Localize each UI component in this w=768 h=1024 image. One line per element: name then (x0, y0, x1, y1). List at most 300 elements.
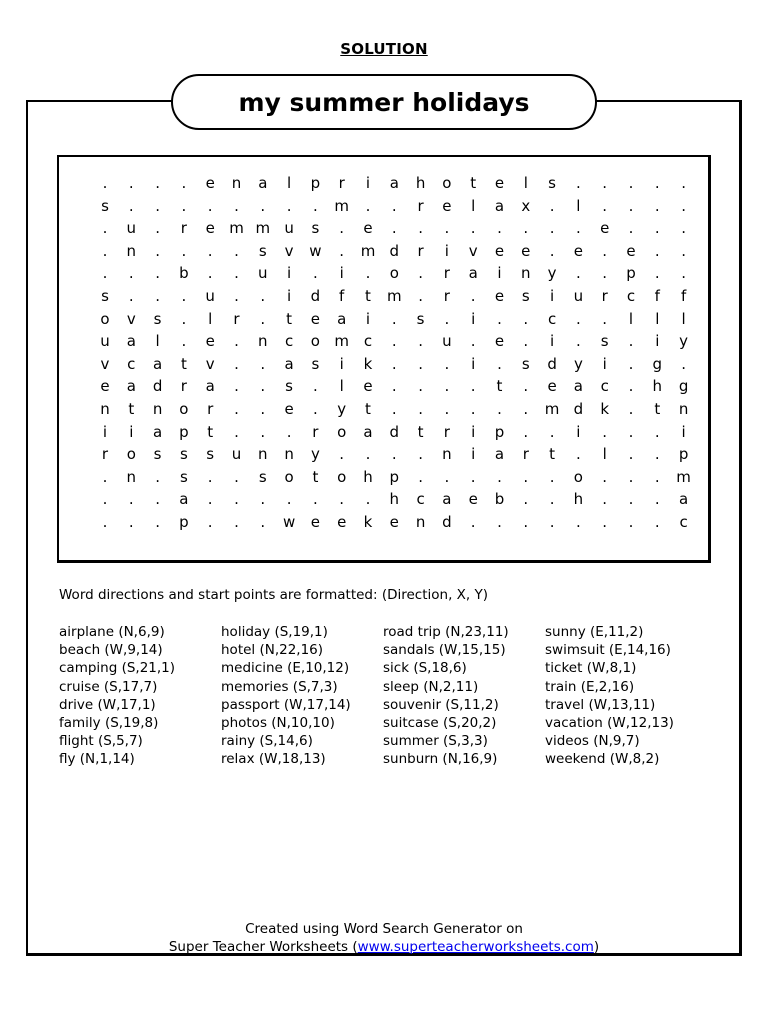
grid-cell: n (521, 264, 531, 283)
grid-cell: s (179, 467, 188, 486)
grid-cell: r (443, 264, 450, 283)
grid-cell: . (470, 219, 476, 238)
grid-cell: t (312, 467, 319, 486)
word-list-item: flight (S,5,7) (59, 733, 143, 750)
word-list-item: fly (N,1,14) (59, 751, 135, 768)
grid-cell: r (417, 241, 424, 260)
grid-cell: . (549, 513, 555, 531)
grid-cell: . (602, 309, 608, 328)
grid-cell: i (339, 264, 344, 283)
grid-cell: a (389, 174, 399, 192)
grid-cell: i (550, 332, 555, 351)
grid-cell: . (181, 287, 187, 305)
grid-cell: . (418, 400, 423, 418)
word-list-item: family (S,19,8) (59, 714, 159, 731)
grid-cell: . (102, 241, 108, 260)
grid-cell: f (654, 287, 660, 305)
grid-cell: s (600, 332, 609, 351)
grid-cell: h (415, 174, 426, 192)
grid-cell: . (260, 287, 266, 305)
grid-cell: e (205, 174, 215, 192)
grid-cell: o (179, 400, 189, 418)
grid-cell: . (207, 513, 213, 531)
grid-cell: . (155, 287, 160, 305)
grid-cell: . (102, 174, 108, 192)
grid-cell: c (363, 332, 373, 351)
grid-cell: a (152, 422, 163, 441)
grid-cell: n (126, 467, 137, 486)
grid-cell: . (313, 196, 318, 215)
grid-cell: . (523, 422, 529, 441)
grid-cell: . (391, 445, 397, 464)
grid-cell: . (207, 490, 213, 509)
grid-cell: s (206, 445, 215, 464)
grid-cell: r (522, 445, 529, 464)
grid-cell: s (521, 354, 530, 373)
grid-cell: c (626, 287, 636, 305)
grid-cell: . (128, 264, 134, 283)
grid-cell: f (339, 287, 345, 305)
grid-cell: . (444, 467, 450, 486)
grid-cell: r (101, 445, 109, 464)
grid-cell: e (494, 332, 505, 351)
grid-cell: . (628, 513, 634, 531)
grid-cell: i (471, 422, 476, 441)
grid-cell: l (339, 377, 344, 396)
grid-cell: i (471, 445, 476, 464)
grid-cell: y (547, 264, 557, 283)
grid-cell: . (339, 241, 345, 260)
grid-cell: . (681, 219, 686, 238)
grid-cell: . (444, 354, 450, 373)
grid-cell: . (102, 264, 108, 283)
grid-cell: . (654, 219, 660, 238)
grid-cell: r (312, 422, 319, 441)
grid-cell: l (655, 309, 660, 328)
grid-cell: . (681, 264, 686, 283)
grid-cell: t (417, 422, 424, 441)
grid-cell: . (602, 241, 608, 260)
grid-cell: e (205, 219, 215, 238)
grid-cell: . (207, 264, 213, 283)
grid-cell: r (443, 287, 450, 305)
grid-cell: . (576, 445, 581, 464)
grid-cell: . (260, 309, 266, 328)
grid-cell: . (128, 196, 134, 215)
grid-cell: u (126, 219, 137, 238)
grid-cell: . (102, 513, 108, 531)
grid-cell: t (496, 377, 503, 396)
grid-cell: . (444, 219, 450, 238)
grid-cell: t (470, 174, 477, 192)
grid-cell: . (391, 377, 397, 396)
grid-cell: . (602, 422, 608, 441)
grid-cell: a (573, 377, 583, 396)
grid-cell: . (523, 513, 529, 531)
grid-cell: o (310, 332, 320, 351)
grid-cell: v (205, 354, 215, 373)
grid-cell: . (365, 490, 371, 509)
footer-suffix: ) (593, 939, 600, 955)
grid-cell: . (654, 445, 660, 464)
grid-cell: . (418, 219, 423, 238)
grid-cell: o (337, 422, 347, 441)
grid-cell: . (128, 174, 134, 192)
grid-cell: . (418, 467, 423, 486)
grid-cell: d (442, 513, 452, 531)
grid-cell: v (284, 241, 294, 260)
grid-cell: c (416, 490, 425, 509)
grid-cell: n (415, 513, 426, 531)
grid-cell: . (155, 490, 160, 509)
word-list-item: ticket (W,8,1) (545, 660, 637, 677)
grid-cell: d (310, 287, 321, 305)
grid-cell: a (442, 490, 452, 509)
grid-cell: s (416, 309, 425, 328)
grid-cell: . (654, 241, 660, 260)
grid-cell: i (471, 309, 476, 328)
grid-cell: m (255, 219, 271, 238)
grid-cell: . (234, 377, 239, 396)
grid-cell: n (126, 241, 137, 260)
grid-cell: . (128, 490, 134, 509)
grid-cell: . (391, 332, 397, 351)
grid-cell: g (678, 377, 689, 396)
grid-cell: t (128, 400, 135, 418)
grid-cell: . (234, 422, 239, 441)
grid-cell: e (389, 513, 399, 531)
grid-cell: . (576, 309, 581, 328)
grid-cell: d (389, 241, 400, 260)
word-list-item: weekend (W,8,2) (545, 751, 660, 768)
grid-cell: u (100, 332, 110, 351)
grid-cell: l (155, 332, 160, 351)
grid-cell: . (155, 513, 160, 531)
grid-cell: r (338, 174, 345, 192)
grid-cell: . (628, 490, 634, 509)
grid-cell: . (628, 400, 634, 418)
grid-cell: u (573, 287, 584, 305)
grid-cell: a (494, 196, 505, 215)
grid-cell: . (602, 513, 608, 531)
grid-cell: . (681, 174, 686, 192)
grid-cell: . (628, 354, 634, 373)
grid-cell: a (337, 309, 347, 328)
grid-cell: d (152, 377, 163, 396)
grid-cell: . (549, 241, 555, 260)
grid-cell: . (181, 196, 187, 215)
grid-cell: w (309, 241, 322, 260)
grid-cell: e (600, 219, 610, 238)
grid-cell: n (231, 174, 242, 192)
grid-cell: . (602, 264, 608, 283)
grid-cell: i (365, 309, 371, 328)
grid-cell: . (497, 513, 502, 531)
instructions-text: Word directions and start points are formatted: (Direction, X, Y) (59, 587, 489, 603)
grid-cell: . (497, 467, 502, 486)
grid-cell: . (654, 467, 660, 486)
grid-cell: l (576, 196, 581, 215)
grid-cell: . (523, 219, 529, 238)
grid-cell: v (126, 309, 136, 328)
grid-cell: a (258, 174, 268, 192)
grid-cell: . (470, 513, 476, 531)
word-list-item: airplane (N,6,9) (59, 624, 165, 640)
grid-cell: e (442, 196, 452, 215)
word-list-item: cruise (S,17,7) (59, 678, 158, 695)
grid-cell: a (126, 377, 136, 396)
footer-source-line (0, 939, 768, 955)
grid-cell: r (601, 287, 608, 305)
grid-cell: t (654, 400, 661, 418)
word-list-item: medicine (E,10,12) (221, 660, 350, 677)
grid-cell: n (442, 445, 452, 464)
word-list-item: beach (W,9,14) (59, 642, 163, 659)
grid-cell: . (102, 219, 108, 238)
word-list-item: travel (W,13,11) (545, 696, 656, 713)
word-list-item: videos (N,9,7) (545, 733, 640, 750)
grid-cell: . (339, 445, 345, 464)
grid-cell: e (494, 241, 505, 260)
grid-cell: v (100, 354, 110, 373)
grid-cell: . (654, 196, 660, 215)
grid-cell: e (363, 219, 373, 238)
grid-cell: . (628, 174, 634, 192)
grid-cell: . (681, 354, 686, 373)
grid-cell: e (363, 377, 373, 396)
grid-cell: o (389, 264, 399, 283)
grid-cell: c (600, 377, 609, 396)
title-banner (171, 74, 597, 130)
word-list-item: camping (S,21,1) (59, 660, 176, 677)
grid-cell: . (602, 467, 608, 486)
grid-cell: . (628, 332, 634, 351)
grid-cell: r (417, 196, 424, 215)
grid-cell: . (523, 332, 529, 351)
grid-cell: h (573, 490, 584, 509)
grid-cell: i (681, 422, 686, 441)
grid-cell: y (679, 332, 689, 351)
grid-cell: n (100, 400, 110, 418)
grid-cell: . (207, 467, 213, 486)
grid-cell: a (363, 422, 373, 441)
grid-cell: a (152, 354, 163, 373)
word-list-item: relax (W,18,13) (221, 751, 326, 768)
grid-cell: . (418, 445, 423, 464)
grid-cell: p (626, 264, 636, 283)
grid-cell: . (654, 264, 660, 283)
grid-cell: . (654, 513, 660, 531)
grid-cell: . (313, 490, 318, 509)
grid-cell: . (418, 377, 423, 396)
word-list-item: sunny (E,11,2) (545, 624, 644, 640)
grid-cell: p (310, 174, 321, 192)
grid-cell: . (549, 219, 555, 238)
word-list-item: train (E,2,16) (545, 678, 635, 695)
grid-cell: k (363, 513, 373, 531)
grid-cell: b (179, 264, 189, 283)
grid-cell: . (497, 354, 502, 373)
grid-cell: i (287, 264, 292, 283)
grid-cell: s (258, 241, 267, 260)
word-list-item: sleep (N,2,11) (383, 678, 479, 695)
grid-cell: a (126, 332, 136, 351)
grid-cell: m (360, 241, 376, 260)
grid-cell: . (391, 400, 397, 418)
grid-cell: . (128, 287, 134, 305)
grid-cell: . (260, 422, 266, 441)
word-list-item: sunburn (N,16,9) (383, 751, 498, 768)
grid-cell: l (681, 309, 686, 328)
grid-cell: a (494, 445, 505, 464)
grid-cell: r (207, 400, 214, 418)
grid-cell: . (391, 196, 397, 215)
grid-cell: u (442, 332, 452, 351)
grid-cell: . (286, 422, 292, 441)
grid-cell: r (443, 422, 450, 441)
grid-cell: t (207, 422, 214, 441)
word-list-item: drive (W,17,1) (59, 696, 156, 713)
grid-cell: . (523, 309, 529, 328)
grid-cell: k (363, 354, 373, 373)
grid-cell: u (284, 219, 294, 238)
word-list-item: photos (N,10,10) (221, 714, 335, 731)
grid-cell: . (549, 422, 555, 441)
grid-cell: y (337, 400, 347, 418)
grid-cell: . (155, 196, 160, 215)
grid-cell: e (573, 241, 583, 260)
grid-cell: p (678, 445, 689, 464)
grid-cell: . (260, 400, 266, 418)
grid-cell: . (602, 174, 608, 192)
grid-cell: o (573, 467, 583, 486)
grid-cell: s (179, 445, 188, 464)
grid-cell: . (339, 219, 345, 238)
grid-cell: m (676, 467, 691, 486)
grid-cell: . (181, 174, 187, 192)
word-list-item: sick (S,18,6) (383, 660, 467, 677)
grid-cell: . (234, 354, 239, 373)
grid-cell: h (652, 377, 663, 396)
grid-cell: . (207, 241, 213, 260)
grid-cell: a (284, 354, 294, 373)
grid-cell: c (127, 354, 136, 373)
grid-cell: i (102, 422, 108, 441)
grid-cell: a (205, 377, 215, 396)
grid-cell: . (260, 513, 266, 531)
grid-cell: . (444, 377, 450, 396)
grid-cell: . (391, 219, 397, 238)
grid-cell: a (468, 264, 478, 283)
grid-cell: u (205, 287, 215, 305)
grid-cell: v (468, 241, 478, 260)
grid-cell: e (494, 287, 505, 305)
grid-cell: l (471, 196, 476, 215)
grid-cell: . (576, 513, 581, 531)
grid-cell: t (365, 287, 371, 305)
grid-cell: . (681, 241, 686, 260)
grid-cell: . (602, 196, 608, 215)
grid-cell: s (521, 287, 530, 305)
grid-cell: i (576, 422, 581, 441)
grid-cell: a (678, 490, 689, 509)
grid-cell: e (100, 377, 110, 396)
grid-cell: e (310, 513, 320, 531)
grid-cell: r (180, 377, 187, 396)
grid-cell: s (311, 354, 320, 373)
word-list-item: road trip (N,23,11) (383, 624, 509, 640)
grid-cell: d (547, 354, 557, 373)
grid-cell: s (285, 377, 293, 396)
grid-cell: . (470, 377, 476, 396)
grid-cell: i (339, 354, 344, 373)
grid-cell: k (600, 400, 610, 418)
grid-cell: . (365, 196, 371, 215)
grid-cell: n (284, 445, 294, 464)
grid-cell: . (628, 467, 634, 486)
grid-cell: s (101, 287, 109, 305)
grid-cell: p (494, 422, 505, 441)
grid-cell: . (418, 287, 423, 305)
grid-cell: o (442, 174, 452, 192)
grid-cell: s (311, 219, 320, 238)
grid-cell: . (628, 377, 634, 396)
word-list-item: souvenir (S,11,2) (383, 696, 499, 713)
grid-cell: . (523, 467, 529, 486)
grid-cell: . (234, 196, 239, 215)
grid-cell: . (207, 196, 213, 215)
grid-cell: f (680, 287, 687, 305)
grid-cell: a (179, 490, 189, 509)
grid-cell: d (573, 400, 584, 418)
grid-cell: p (179, 513, 189, 531)
grid-cell: . (155, 174, 160, 192)
grid-cell: e (310, 309, 320, 328)
grid-cell: . (155, 467, 160, 486)
grid-cell: . (181, 332, 187, 351)
word-list-item: memories (S,7,3) (221, 678, 338, 695)
grid-cell: . (628, 445, 634, 464)
worksheet-title: my summer holidays (238, 87, 530, 117)
word-list-item: vacation (W,12,13) (545, 714, 674, 731)
grid-cell: . (523, 490, 529, 509)
grid-cell: e (468, 490, 478, 509)
grid-cell: i (365, 174, 371, 192)
grid-cell: n (258, 332, 268, 351)
grid-cell: e (284, 400, 294, 418)
grid-cell: u (231, 445, 242, 464)
grid-cell: . (234, 264, 239, 283)
grid-cell: . (155, 264, 160, 283)
footer-link[interactable]: www.superteacherworksheets.com (357, 939, 594, 955)
grid-cell: . (602, 490, 608, 509)
grid-cell: i (550, 287, 555, 305)
grid-cell: . (181, 241, 187, 260)
grid-cell: . (313, 377, 318, 396)
grid-cell: m (544, 400, 560, 418)
word-list-item: hotel (N,22,16) (221, 642, 324, 659)
footer-prefix: Super Teacher Worksheets ( (168, 939, 358, 955)
grid-cell: e (626, 241, 636, 260)
grid-cell: p (179, 422, 189, 441)
grid-cell: . (234, 490, 239, 509)
grid-cell: . (576, 174, 581, 192)
grid-cell: e (205, 332, 215, 351)
grid-cell: . (576, 219, 581, 238)
grid-cell: s (153, 309, 162, 328)
word-list-item: suitcase (S,20,2) (383, 714, 497, 731)
grid-cell: . (681, 196, 686, 215)
